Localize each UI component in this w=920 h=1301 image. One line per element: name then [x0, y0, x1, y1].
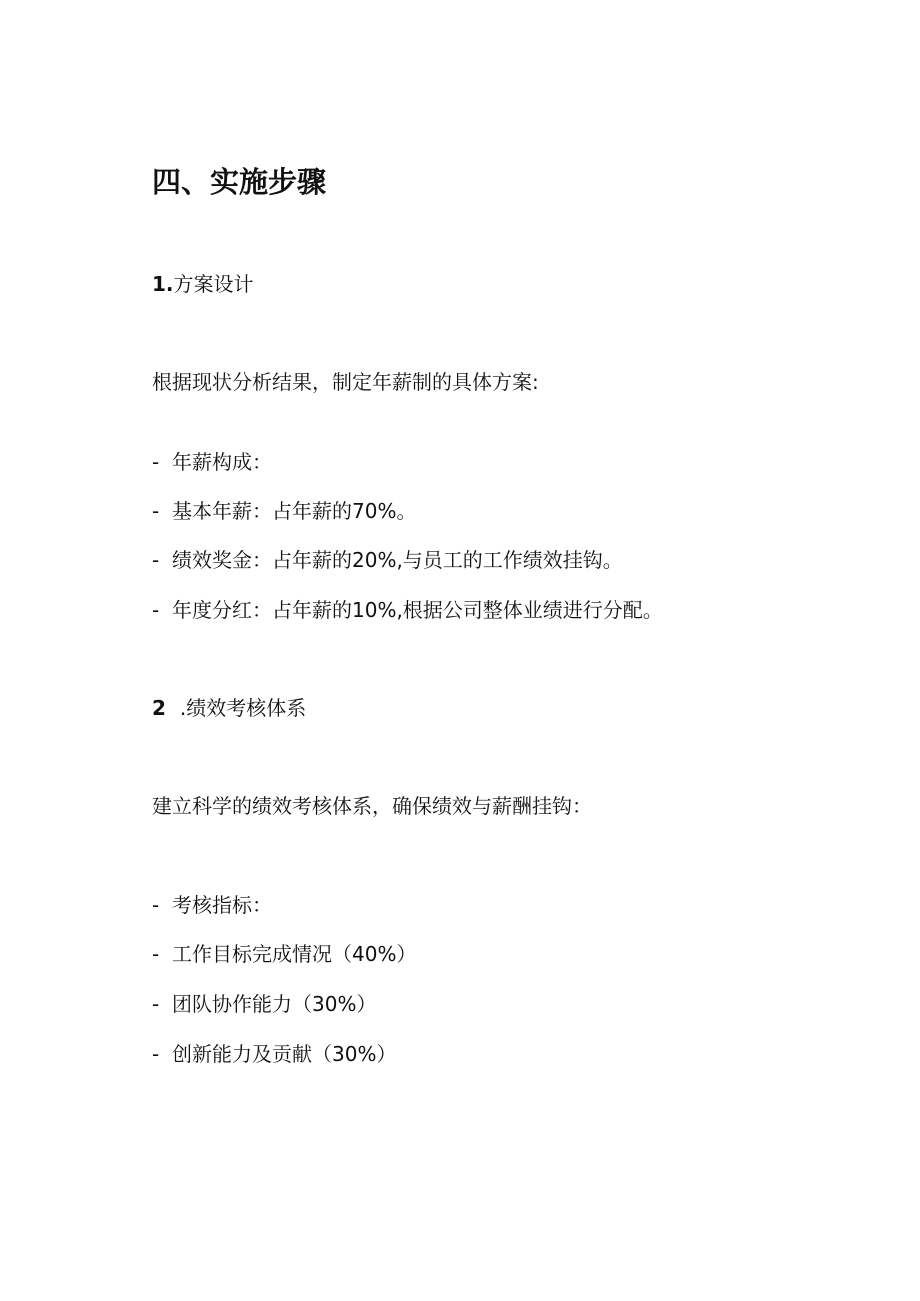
section-title: 四、实施步骤 — [152, 165, 327, 199]
list-item-text: 绩效奖金：占年薪的20%,与员工的工作绩效挂钩。 — [172, 548, 623, 572]
list-dash: - — [152, 499, 160, 523]
list-item — [152, 1040, 396, 1068]
list-item — [152, 497, 416, 525]
step-2-heading — [152, 694, 306, 722]
list-item — [152, 990, 376, 1018]
list-dash: - — [152, 942, 160, 966]
list-item-text: 年度分红：占年薪的10%,根据公司整体业绩进行分配。 — [172, 598, 663, 622]
step-2-intro: 建立科学的绩效考核体系，确保绩效与薪酬挂钩： — [152, 794, 592, 818]
list-item-text: 工作目标完成情况（40%） — [172, 942, 417, 966]
list-dash: - — [152, 548, 160, 572]
list-item-text: 考核指标： — [172, 893, 272, 917]
list-item — [152, 596, 663, 624]
list-dash: - — [152, 450, 160, 474]
step-1-title: 方案设计 — [173, 272, 254, 296]
list-item-text: 团队协作能力（30%） — [172, 992, 377, 1016]
list-dash: - — [152, 598, 160, 622]
list-item — [152, 940, 416, 968]
list-dash: - — [152, 1042, 160, 1066]
list-item — [152, 448, 272, 476]
step-2-number: 2 — [152, 696, 166, 720]
list-dash: - — [152, 992, 160, 1016]
step-1-intro: 根据现状分析结果，制定年薪制的具体方案: — [152, 370, 539, 394]
step-1-number: 1. — [152, 272, 174, 296]
step-2-title: .绩效考核体系 — [179, 696, 307, 720]
list-item-text: 年薪构成： — [172, 450, 272, 474]
list-item — [152, 891, 272, 919]
step-1-heading — [152, 270, 254, 298]
list-item — [152, 546, 623, 574]
list-item-text: 基本年薪：占年薪的70%。 — [172, 499, 417, 523]
list-item-text: 创新能力及贡献（30%） — [172, 1042, 397, 1066]
list-dash: - — [152, 893, 160, 917]
